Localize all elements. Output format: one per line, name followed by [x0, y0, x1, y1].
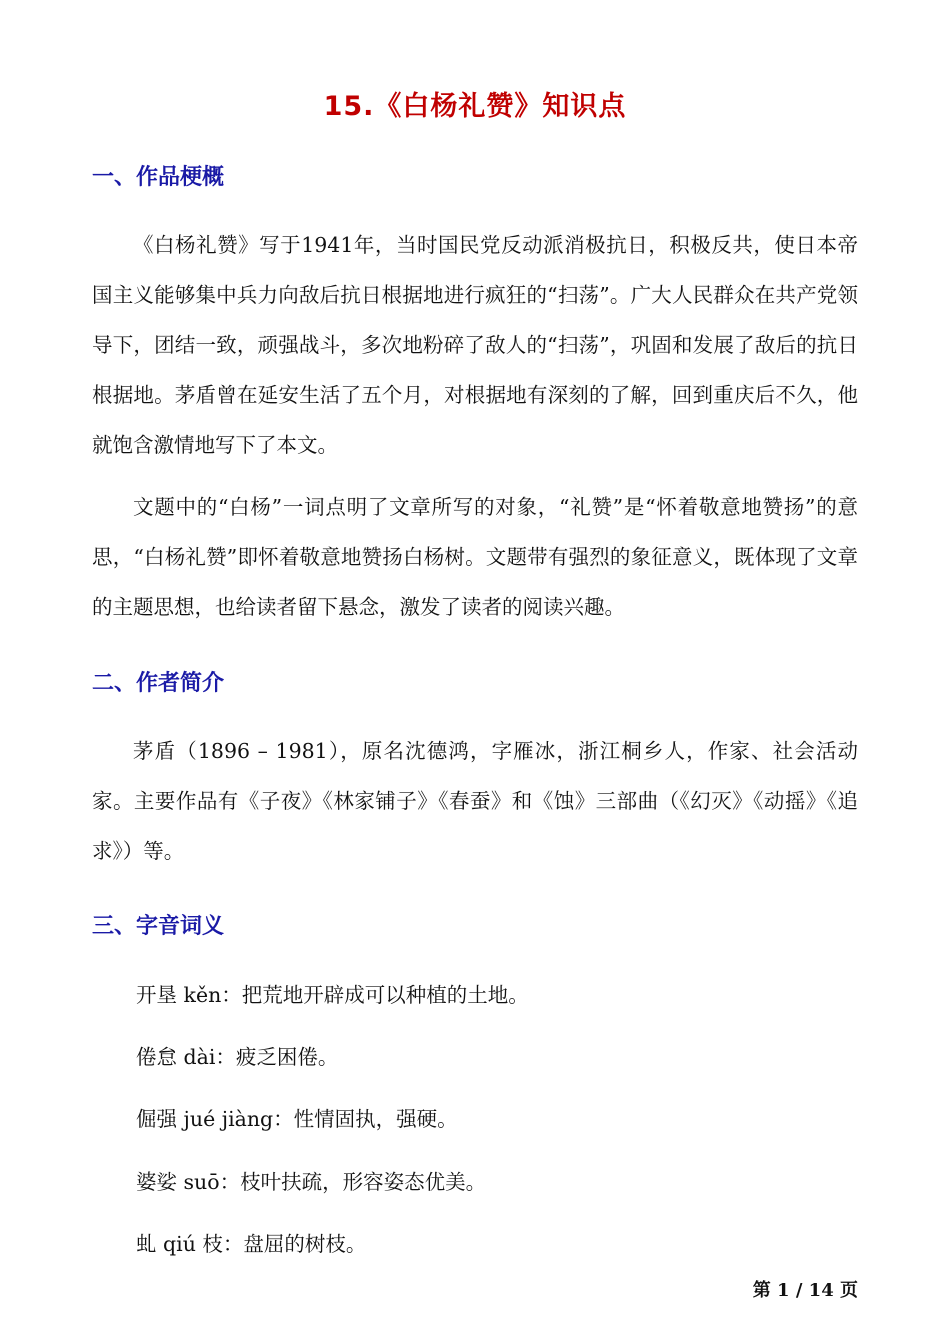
- author-paragraph: 茅盾（1896 – 1981），原名沈德鸿，字雁冰，浙江桐乡人，作家、社会活动家。主要作品有《子夜》《林家铺子》《春蚕》和《蚀》三部曲（《幻灭》《动摇》《追求》）等。: [92, 739, 858, 863]
- vocab-item-kaiken: 开垦 kěn：把荒地开辟成可以种植的土地。: [136, 983, 529, 1007]
- summary-paragraph-1: 《白杨礼赞》写于1941年，当时国民党反动派消极抗日，积极反共，使日本帝国主义能够集中兵力向敌后抗日根据地进行疯狂的“扫荡”。广大人民群众在共产党领导下，团结一致，顽强战斗，多次地粉碎了敌人的“扫荡”，巩固和发展了敌后的抗日根据地。茅盾曾在延安生活了五个月，对根据地有深刻的了解，回到重庆后不久，他就饱含激情地写下了本文。: [92, 233, 858, 457]
- section-heading-vocabulary: 三、字音词义: [92, 914, 225, 939]
- vocab-item-posuo: 婆娑 suō：枝叶扶疏，形容姿态优美。: [136, 1170, 487, 1194]
- page-number: 第 1 / 14 页: [752, 1280, 858, 1301]
- vocab-item-juandai: 倦怠 dài：疲乏困倦。: [136, 1045, 339, 1069]
- vocab-item-juejiang: 倔强 jué jiàng：性情固执，强硬。: [136, 1107, 458, 1131]
- vocab-item-qiuzhi: 虬 qiú 枝：盘屈的树枝。: [136, 1232, 367, 1256]
- section-heading-summary: 一、作品梗概: [92, 165, 225, 190]
- summary-paragraph-2: 文题中的“白杨”一词点明了文章所写的对象，“礼赞”是“怀着敬意地赞扬”的意思，“白杨礼赞”即怀着敬意地赞扬白杨树。文题带有强烈的象征意义，既体现了文章的主题思想，也给读者留下悬念，激发了读者的阅读兴趣。: [92, 495, 858, 619]
- document-title: 15.《白杨礼赞》知识点: [323, 91, 627, 122]
- section-heading-author: 二、作者简介: [92, 671, 225, 696]
